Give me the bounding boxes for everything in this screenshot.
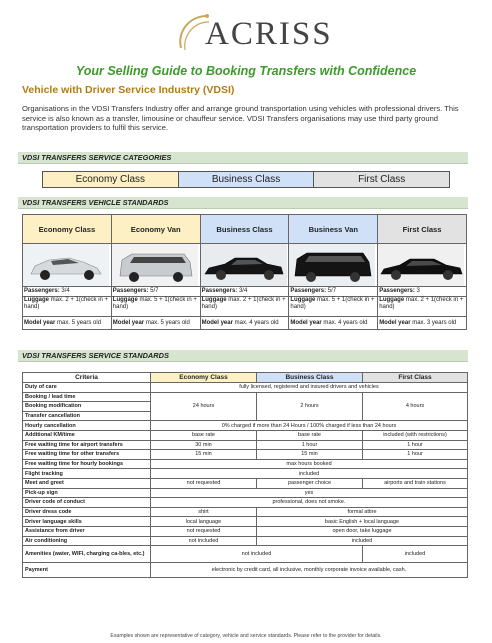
- luggage-cell: Luggage max. 5 + 1(check in + hand): [289, 297, 378, 317]
- standard-value: included: [257, 536, 468, 546]
- standard-value: not included: [151, 546, 363, 563]
- standard-value: professional, does not smoke.: [151, 498, 468, 508]
- model-year-cell: Model year max. 5 years old: [23, 317, 112, 330]
- luggage-cell: Luggage max. 5 + 1(check in + hand): [111, 297, 200, 317]
- standard-value: 15 min: [151, 450, 257, 460]
- economy-header: Economy Class: [151, 373, 257, 383]
- criteria-label: Additional KM/time: [23, 430, 151, 440]
- silver-hatchback-icon: [23, 244, 109, 286]
- criteria-label: Transfer cancellation: [23, 411, 151, 421]
- model-year-cell: Model year max. 4 years old: [289, 317, 378, 330]
- standard-value: 30 min: [151, 440, 257, 450]
- vehicle-header: Economy Van: [111, 215, 200, 244]
- criteria-label: Pick-up sign: [23, 488, 151, 498]
- criteria-label: Driver dress code: [23, 507, 151, 517]
- acriss-logo: [173, 10, 343, 55]
- vehicle-image-cell: [23, 244, 112, 287]
- vehicle-header: Business Class: [200, 215, 289, 244]
- vehicle-header: Business Van: [289, 215, 378, 244]
- luggage-cell: Luggage max. 2 + 1(check in + hand): [200, 297, 289, 317]
- section-title: Vehicle with Driver Service Industry (VDSI): [22, 84, 235, 96]
- standard-value: airports and train stations: [363, 478, 468, 488]
- standard-value: not requested: [151, 526, 257, 536]
- passengers-cell: Passengers: 5/7: [289, 287, 378, 297]
- criteria-label: Driver language skills: [23, 517, 151, 527]
- standard-value: yes: [151, 488, 468, 498]
- criteria-label: Booking modification: [23, 402, 151, 412]
- standard-value: included: [151, 469, 468, 479]
- criteria-label: Free waiting time for airport transfers: [23, 440, 151, 450]
- standard-value: 24 hours: [151, 392, 257, 421]
- standard-value: included (with restrictions): [363, 430, 468, 440]
- criteria-label: Duty of care: [23, 383, 151, 393]
- standard-value: shirt: [151, 507, 257, 517]
- vehicle-image-cell: [378, 244, 467, 287]
- vehicle-image-cell: [289, 244, 378, 287]
- standard-value: not included: [151, 536, 257, 546]
- band-vehicles: VDSI TRANSFERS VEHICLE STANDARDS: [18, 197, 468, 209]
- standard-value: local language: [151, 517, 257, 527]
- model-year-cell: Model year max. 3 years old: [378, 317, 467, 330]
- luggage-cell: Luggage max. 2 + 1(check in + hand): [23, 297, 112, 317]
- vehicle-image-cell: [111, 244, 200, 287]
- model-year-cell: Model year max. 4 years old: [200, 317, 289, 330]
- vehicle-image-cell: [200, 244, 289, 287]
- intro-paragraph: Organisations in the VDSI Transfers Industry offer and arrange ground transportation using vehicles with professional drivers. This service is also known as a transfer, limousine or chauffeur service. VDSI Transfers organisations may use third party ground transportation providers to fulfil this service.: [22, 104, 459, 133]
- standard-value: 1 hour: [363, 450, 468, 460]
- category-business: Business Class: [179, 172, 315, 187]
- standard-value: 1 hour: [257, 440, 363, 450]
- passengers-cell: Passengers: 3/4: [200, 287, 289, 297]
- criteria-header: Criteria: [23, 373, 151, 383]
- criteria-label: Payment: [23, 563, 151, 578]
- silver-van-icon: [112, 244, 198, 286]
- standard-value: passenger choice: [257, 478, 363, 488]
- black-sedan-icon: [201, 244, 287, 286]
- standard-value: 4 hours: [363, 392, 468, 421]
- standard-value: basic English + local language: [257, 517, 468, 527]
- criteria-label: Flight tracking: [23, 469, 151, 479]
- footer-note: Examples shown are representative of category, vehicle and service standards. Please refer to the provider for details.: [110, 633, 382, 639]
- black-van-icon: [289, 244, 375, 286]
- passengers-cell: Passengers: 5/7: [111, 287, 200, 297]
- standard-value: electronic by credit card, all inclusive, monthly corporate invoice available, cash.: [151, 563, 468, 578]
- vehicle-header: Economy Class: [23, 215, 112, 244]
- standard-value: not requested: [151, 478, 257, 488]
- business-header: Business Class: [257, 373, 363, 383]
- black-limousine-icon: [378, 244, 464, 286]
- standard-value: 1 hour: [363, 440, 468, 450]
- standard-value: formal attire: [257, 507, 468, 517]
- vehicle-standards-table: [22, 214, 467, 330]
- vehicle-header: First Class: [378, 215, 467, 244]
- band-categories: VDSI TRANSFERS SERVICE CATEGORIES: [18, 152, 468, 164]
- standard-value: 0% charged if more than 24 Hours / 100% charged if less than 24 hours: [151, 421, 468, 431]
- luggage-cell: Luggage max. 2 + 1(check in + hand): [378, 297, 467, 317]
- service-categories: [42, 171, 450, 188]
- criteria-label: Assistance from driver: [23, 526, 151, 536]
- logo-wordmark: ACRISS: [205, 16, 333, 52]
- band-standards: VDSI TRANSFERS SERVICE STANDARDS: [18, 350, 468, 362]
- criteria-label: Meet and greet: [23, 478, 151, 488]
- standard-value: fully licensed, registered and insured drivers and vehicles: [151, 383, 468, 393]
- criteria-label: Hourly cancellation: [23, 421, 151, 431]
- standard-value: included: [363, 546, 468, 563]
- criteria-label: Free waiting time for hourly bookings: [23, 459, 151, 469]
- standard-value: 15 min: [257, 450, 363, 460]
- service-standards-table: [22, 372, 468, 578]
- standard-value: base rate: [151, 430, 257, 440]
- criteria-label: Booking / lead time: [23, 392, 151, 402]
- model-year-cell: Model year max. 5 years old: [111, 317, 200, 330]
- passengers-cell: Passengers: 3/4: [23, 287, 112, 297]
- standard-value: open door, take luggage: [257, 526, 468, 536]
- criteria-label: Free waiting time for other transfers: [23, 450, 151, 460]
- category-economy: Economy Class: [43, 172, 179, 187]
- first-header: First Class: [363, 373, 468, 383]
- criteria-label: Amenities (water, WIFI, charging ca-bles, etc.): [23, 546, 151, 563]
- category-first: First Class: [314, 172, 449, 187]
- tagline: Your Selling Guide to Booking Transfers with Confidence: [75, 64, 417, 78]
- standard-value: max hours booked: [151, 459, 468, 469]
- passengers-cell: Passengers: 3: [378, 287, 467, 297]
- criteria-label: Air conditioning: [23, 536, 151, 546]
- standard-value: base rate: [257, 430, 363, 440]
- criteria-label: Driver code of conduct: [23, 498, 151, 508]
- standard-value: 2 hours: [257, 392, 363, 421]
